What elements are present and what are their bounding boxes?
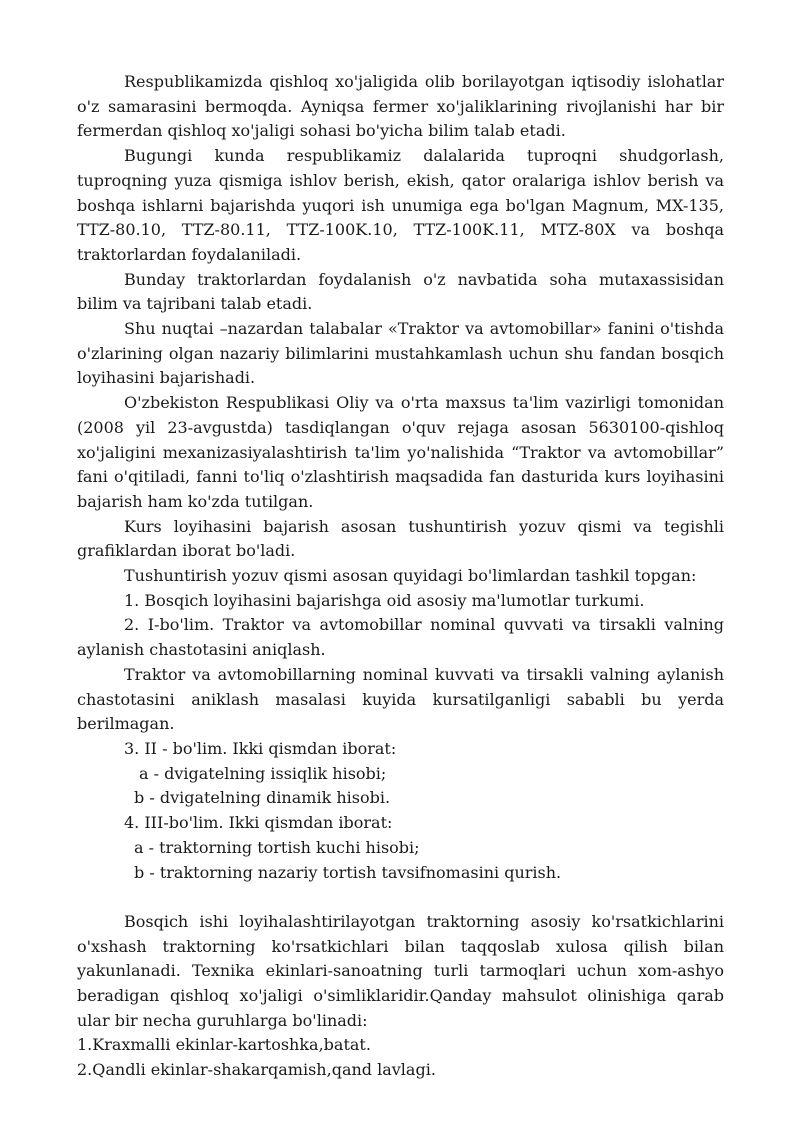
sub-list-item: b - traktorning nazariy tortish tavsifnomasini qurish.	[134, 862, 562, 882]
paragraph: Kurs loyihasini bajarish asosan tushuntirish yozuv qismi va tegishli grafiklardan iborat bo'ladi.	[77, 516, 724, 561]
paragraph: Bugungi kunda respublikamiz dalalarida tuproqni shudgorlash, tuproqning yuza qismiga ishlov berish, ekish, qator oralariga ishlov berish va boshqa ishlarni bajarishda yuqori ish unumiga ega bo'lgan Magnum, MX-135, TTZ-80.10, TTZ-80.11, TTZ-100K.10, TTZ-100K.11, MTZ-80X va boshqa traktorlardan foydalaniladi.	[77, 146, 724, 264]
sub-list-item: a - dvigatelning issiqlik hisobi;	[139, 763, 387, 783]
list-item: 1.Kraxmalli ekinlar-kartoshka,batat.	[77, 1035, 371, 1055]
paragraph: Bosqich ishi loyihalashtirilayotgan traktorning asosiy ko'rsatkichlarini o'xshash traktorning ko'rsatkichlari bilan taqqoslab xulosa qilish bilan yakunlanadi. Texnika ekinlari-sanoatning turli tarmoqlari uchun xom-ashyo beradigan qishloq xo'jaligi o'simliklaridir.Qanday mahsulot olinishiga qarab ular bir necha guruhlarga bo'linadi:	[77, 911, 724, 1030]
paragraph: Bunday traktorlardan foydalanish o'z navbatida soha mutaxassisidan bilim va tajribani talab etadi.	[77, 269, 724, 314]
sub-list-item: b - dvigatelning dinamik hisobi.	[134, 788, 391, 808]
paragraph: Respublikamizda qishloq xo'jaligida olib borilayotgan iqtisodiy islohatlar o'z samarasini bermoqda. Ayniqsa fermer xo'jaliklarining rivojlanishi har bir fermerdan qishloq xo'jaligi sohasi bo'yicha bilim talab etadi.	[77, 72, 724, 141]
paragraph: O'zbekiston Respublikasi Oliy va o'rta maxsus ta'lim vazirligi tomonidan (2008 yil 23-avgustda) tasdiqlangan o'quv rejaga asosan 5630100-qishloq xo'jaligini mexanizasiyalashtirish ta'lim yo'nalishida “Traktor va avtomobillar” fani o'qitiladi, fanni to'liq o'zlashtirish maqsadida fan dasturida kurs loyihasini bajarish ham ko'zda tutilgan.	[77, 393, 724, 511]
list-item: 2. I-bo'lim. Traktor va avtomobillar nominal quvvati va tirsakli valning aylanish chastotasini aniqlash.	[77, 615, 724, 660]
list-item: 2.Qandli ekinlar-shakarqamish,qand lavlagi.	[77, 1060, 436, 1080]
list-item: 3. II - bo'lim. Ikki qismdan iborat:	[124, 738, 397, 758]
blank-line	[77, 885, 724, 910]
paragraph: Traktor va avtomobillarning nominal kuvvati va tirsakli valning aylanish chastotasini aniklash masalasi kuyida kursatilganligi sababli bu yerda berilmagan.	[77, 664, 724, 734]
sub-list-item: a - traktorning tortish kuchi hisobi;	[134, 837, 420, 857]
list-item: 4. III-bo'lim. Ikki qismdan iborat:	[124, 813, 393, 833]
paragraph: Tushuntirish yozuv qismi asosan quyidagi bo'limlardan tashkil topgan:	[124, 566, 697, 586]
list-item: 1. Bosqich loyihasini bajarishga oid asosiy ma'lumotlar turkumi.	[124, 590, 645, 610]
paragraph: Shu nuqtai –nazardan talabalar «Traktor va avtomobillar» fanini o'tishda o'zlarining olgan nazariy bilimlarini mustahkamlash uchun shu fandan bosqich loyihasini bajarishadi.	[77, 319, 724, 388]
